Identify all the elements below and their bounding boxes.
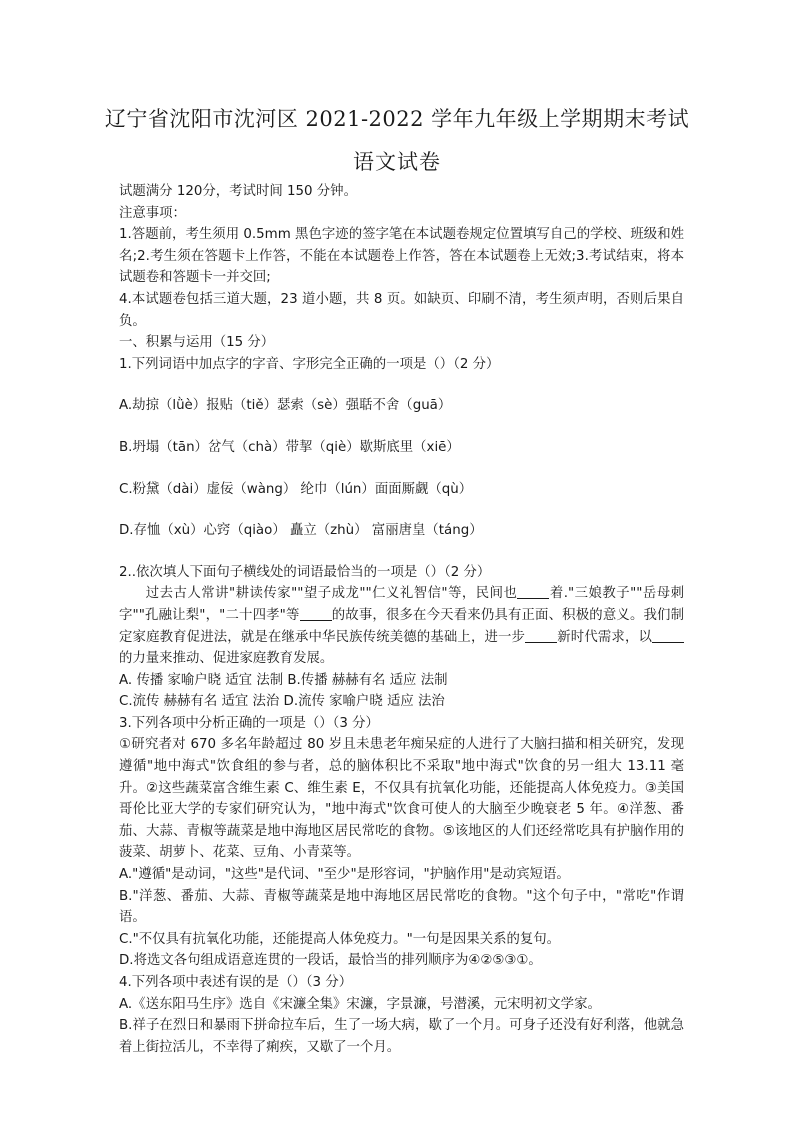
question-1-option-d: D.存恤（xù）心窍（qiào） 矗立（zhù） 富丽唐皇（táng） [119,523,483,539]
question-3-option-d: D.将选文各句组成语意连贯的一段话，最恰当的排列顺序为④②⑤③①。 [119,953,542,969]
score-line: 试题满分 120分，考试时间 150 分钟。 [119,184,357,199]
question-3-stem: 3.下列各项中分析正确的一项是（）（3 分） [119,715,379,731]
exam-title: 辽宁省沈阳市沈河区 2021-2022 学年九年级上学期期末考试 [104,107,690,131]
exam-subtitle: 语文试卷 [353,150,441,174]
question-1-option-b: B.坍塌（tān）岔气（chà）带挈（qiè）歇斯底里（xiē） [119,439,460,455]
notice-item: 1.答题前，考生须用 0.5mm 黑色字迹的签字笔在本试题卷规定位置填写自己的学校、班级和姓名;2.考生须在答题卡上作答，不能在本试题卷上作答，答在本试题卷上无效;3.考试结束，将本试题卷和答题卡一并交回; [119,227,684,286]
fill-blank [517,585,549,599]
question-4-option-b: B.祥子在烈日和暴雨下拼命拉车后，生了一场大病，歇了一个月。可身子还没有好利落，他就急着上街拉活儿，不幸得了痢疾，又歇了一个月。 [119,1018,684,1055]
section-heading: 一、积累与运用（15 分） [119,335,275,351]
notice-heading: 注意事项： [119,205,186,221]
question-1-option-c: C.粉黛（dài）虚佞（wàng） 纶巾（lún）面面厮觑（qù） [119,481,473,497]
question-3-option-a: A."遵循"是动词，"这些"是代词、"至少"是形容词，"护脑作用"是动宾短语。 [119,867,570,883]
question-1-option-a: A.劫掠（lǜè）报贴（tiě）瑟索（sè）强聒不舍（guā） [119,398,452,414]
passage-text: 过去古人常讲"耕读传家""望子成龙""仁义礼智信"等，民间也 [145,586,518,602]
passage-text: 的力量来推动、促进家庭教育发展。 [119,651,334,667]
notice-item: 4.本试题卷包括三道大题，23 道小题，共 8 页。如缺页、印刷不清，考生须声明，否则后果自负。 [119,291,684,329]
passage-text: 着."三娘教子""岳母刺字""孔融让梨"，"二十四孝"等 [119,586,684,623]
fill-blank [300,607,332,621]
question-2-stem: 2..依次填人下面句子横线处的词语最恰当的一项是（）（2 分） [119,564,491,580]
question-3-option-b: B."洋葱、番茄、大蒜、青椒等蔬菜是地中海地区居民常吃的食物。"这个句子中，"常吃"作谓语。 [119,888,684,926]
question-2-options: C.流传 赫赫有名 适宜 法治 D.流传 家喻户晓 适应 法治 [119,694,445,710]
question-2-options: A. 传播 家喻户晓 适宜 法制 B.传播 赫赫有名 适应 法制 [119,672,448,688]
fill-blank [525,628,557,642]
question-3-passage: ①研究者对 670 多名年龄超过 80 岁且未患老年痴呆症的人进行了大脑扫描和相关研究，发现遵循"地中海式"饮食组的参与者，总的脑体积比不采取"地中海式"饮食的另一组大 13.11 毫升。②这些蔬菜富含维生素 C、维生素 E，不仅具有抗氧化功能，还能提高人体免疫力。③美国哥伦比亚大学的专家们研究认为，"地中海式"饮食可使人的大脑至少晚衰老 5 年。④洋葱、番茄、大蒜、青椒等蔬菜是地中海地区居民常吃的食物。⑤该地区的人们还经常吃具有护脑作用的菠菜、胡萝卜、花菜、豆角、小青菜等。 [119,737,684,861]
exam-body [119,181,684,1058]
question-3-option-c: C."不仅具有抗氧化功能，还能提高人体免疫力。"一句是因果关系的复句。 [119,931,561,947]
fill-blank [652,628,684,642]
question-4-stem: 4.下列各项中表述有误的是（）（3 分） [119,975,353,990]
passage-text: 的故事，很多在今天看来仍具有正面、积极的意义。我们制定家庭教育促进法，就是在继承中华民族传统美德的基础上，进一步 [119,607,684,645]
question-1-stem: 1.下列词语中加点字的字音、字形完全正确的一项是（）（2 分） [119,356,500,372]
passage-text: 新时代需求，以 [557,629,653,645]
question-2-passage [119,583,684,669]
question-4-option-a: A.《送东阳马生序》选自《宋濂全集》宋濂，字景濂，号潜溪，元宋明初文学家。 [119,996,601,1012]
